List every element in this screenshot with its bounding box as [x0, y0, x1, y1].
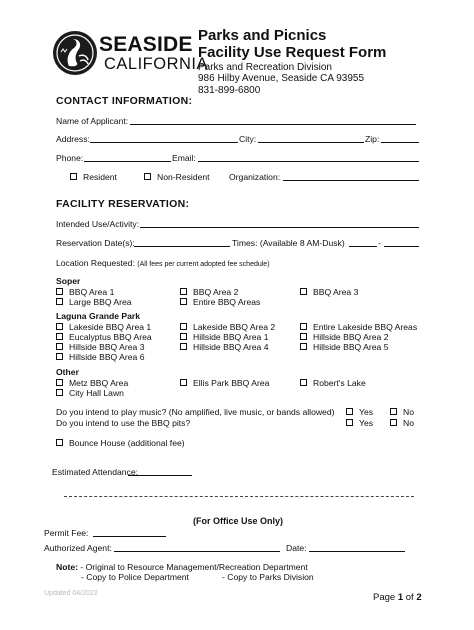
checkbox[interactable]: [390, 419, 397, 426]
option-label: Entire Lakeside BBQ Areas: [313, 322, 418, 332]
seaside-logo: [52, 30, 98, 76]
routing-note: [56, 562, 308, 572]
city-field[interactable]: [258, 134, 364, 143]
checkbox[interactable]: [180, 288, 187, 295]
resident-checkbox[interactable]: [70, 173, 77, 180]
option-hillside-3[interactable]: [56, 342, 144, 352]
option-soper-bbq-3[interactable]: [300, 287, 358, 297]
email-label: Email:: [172, 153, 196, 163]
checkbox[interactable]: [300, 333, 307, 340]
division-name: Parks and Recreation Division: [198, 62, 332, 73]
form-title-line2: Facility Use Request Form: [198, 44, 387, 61]
location-label: Location Requested:: [56, 258, 135, 268]
attendance-label: Estimated Attendance:: [52, 467, 138, 477]
checkbox[interactable]: [346, 408, 353, 415]
option-label: Metz BBQ Area: [69, 378, 129, 388]
times-separator: -: [378, 238, 381, 248]
music-yes-option[interactable]: [346, 407, 373, 417]
bounce-house-option[interactable]: [56, 438, 185, 448]
option-label: No: [403, 418, 414, 428]
option-label: Yes: [359, 418, 374, 428]
checkbox[interactable]: [180, 379, 187, 386]
checkbox[interactable]: [180, 323, 187, 330]
option-metz-bbq[interactable]: [56, 378, 128, 388]
division-address: 986 Hilby Avenue, Seaside CA 93955: [198, 73, 365, 84]
checkbox[interactable]: [56, 389, 63, 396]
checkbox[interactable]: [56, 333, 63, 340]
option-hillside-6[interactable]: [56, 352, 144, 362]
note-line2: - Copy to Police Department: [81, 572, 189, 582]
option-lakeside-2[interactable]: [180, 322, 275, 332]
name-field[interactable]: [130, 116, 416, 125]
soper-heading: Soper: [56, 276, 81, 286]
authorized-agent-field[interactable]: [114, 543, 280, 552]
resident-option[interactable]: [70, 172, 117, 182]
bbq-yes-option[interactable]: [346, 418, 373, 428]
contact-heading: CONTACT INFORMATION:: [56, 95, 193, 107]
page-of: of: [403, 592, 417, 603]
page-total: 2: [416, 592, 422, 603]
checkbox[interactable]: [56, 323, 63, 330]
option-label: BBQ Area 2: [193, 287, 239, 297]
checkbox[interactable]: [300, 343, 307, 350]
option-entire-lakeside[interactable]: [300, 322, 417, 332]
intended-use-field[interactable]: [140, 219, 419, 228]
location-requested: [56, 258, 270, 268]
nonresident-checkbox[interactable]: [144, 173, 151, 180]
zip-field[interactable]: [381, 134, 419, 143]
name-label: Name of Applicant:: [56, 116, 129, 126]
option-label: Yes: [359, 407, 374, 417]
checkbox[interactable]: [56, 439, 63, 446]
note-line3: - Copy to Parks Division: [222, 572, 314, 582]
option-soper-bbq-1[interactable]: [56, 287, 114, 297]
option-soper-entire-bbq[interactable]: [180, 297, 260, 307]
option-hillside-5[interactable]: [300, 342, 388, 352]
date-label: Date:: [286, 543, 307, 553]
checkbox[interactable]: [180, 298, 187, 305]
option-eucalyptus[interactable]: [56, 332, 152, 342]
office-heading: (For Office Use Only): [193, 516, 284, 526]
checkbox[interactable]: [390, 408, 397, 415]
music-no-option[interactable]: [390, 407, 414, 417]
reservation-dates-field[interactable]: [134, 238, 230, 247]
option-label: Bounce House (additional fee): [69, 438, 185, 448]
nonresident-label: Non-Resident: [157, 172, 210, 182]
option-label: Eucalyptus BBQ Area: [69, 332, 152, 342]
updated-date: Updated 04/2022: [44, 590, 98, 597]
checkbox[interactable]: [300, 379, 307, 386]
brand-name-bottom: CALIFORNIA: [104, 55, 209, 73]
bbq-question: Do you intend to use the BBQ pits?: [56, 418, 191, 428]
organization-field[interactable]: [283, 172, 419, 181]
address-field[interactable]: [90, 134, 238, 143]
note-label: Note:: [56, 562, 78, 572]
city-label: City:: [239, 134, 257, 144]
nonresident-option[interactable]: [144, 172, 210, 182]
option-hillside-1[interactable]: [180, 332, 268, 342]
option-label: Large BBQ Area: [69, 297, 132, 307]
form-title-line1: Parks and Picnics: [198, 27, 327, 44]
other-heading: Other: [56, 367, 79, 377]
note-line1: - Original to Resource Management/Recreation Department: [80, 562, 308, 572]
location-note: (All fees per current adopted fee schedule): [137, 261, 270, 268]
laguna-heading: Laguna Grande Park: [56, 311, 141, 321]
phone-field[interactable]: [84, 153, 171, 162]
permit-fee-field[interactable]: [93, 528, 166, 537]
option-lakeside-1[interactable]: [56, 322, 151, 332]
option-soper-large-bbq[interactable]: [56, 297, 132, 307]
option-label: Hillside BBQ Area 2: [313, 332, 389, 342]
time-start-field[interactable]: [349, 238, 377, 247]
option-label: Hillside BBQ Area 5: [313, 342, 389, 352]
option-label: Lakeside BBQ Area 1: [69, 322, 152, 332]
page-prefix: Page: [373, 592, 398, 603]
intended-use-label: Intended Use/Activity:: [56, 219, 140, 229]
option-label: Hillside BBQ Area 1: [193, 332, 269, 342]
checkbox[interactable]: [300, 288, 307, 295]
option-roberts-lake[interactable]: [300, 378, 366, 388]
reservation-dates-label: Reservation Date(s):: [56, 238, 135, 248]
checkbox[interactable]: [56, 343, 63, 350]
checkbox[interactable]: [56, 288, 63, 295]
reservation-heading: FACILITY RESERVATION:: [56, 198, 190, 210]
option-label: No: [403, 407, 414, 417]
checkbox[interactable]: [180, 343, 187, 350]
option-label: BBQ Area 1: [69, 287, 115, 297]
zip-label: Zip:: [365, 134, 380, 144]
brand-name-top: SEASIDE: [99, 33, 193, 56]
page-number: [373, 592, 422, 603]
date-field[interactable]: [309, 543, 405, 552]
option-label: Hillside BBQ Area 4: [193, 342, 269, 352]
time-end-field[interactable]: [384, 238, 419, 247]
checkbox[interactable]: [56, 379, 63, 386]
checkbox[interactable]: [56, 298, 63, 305]
times-label: Times: (Available 8 AM-Dusk): [232, 238, 345, 248]
divider-dashed: [64, 496, 414, 497]
checkbox[interactable]: [346, 419, 353, 426]
option-label: Entire BBQ Areas: [193, 297, 261, 307]
phone-label: Phone:: [56, 153, 84, 163]
email-field[interactable]: [198, 153, 419, 162]
resident-label: Resident: [83, 172, 117, 182]
option-label: City Hall Lawn: [69, 388, 124, 398]
option-city-hall-lawn[interactable]: [56, 388, 124, 398]
division-phone: 831-899-6800: [198, 85, 261, 96]
option-ellis-park[interactable]: [180, 378, 269, 388]
option-soper-bbq-2[interactable]: [180, 287, 238, 297]
music-question: Do you intend to play music? (No amplified, live music, or bands allowed): [56, 407, 335, 417]
option-label: Lakeside BBQ Area 2: [193, 322, 276, 332]
option-label: Hillside BBQ Area 3: [69, 342, 145, 352]
checkbox[interactable]: [56, 353, 63, 360]
authorized-agent-label: Authorized Agent:: [44, 543, 112, 553]
attendance-field[interactable]: [128, 467, 192, 476]
option-label: Robert's Lake: [313, 378, 366, 388]
option-label: Hillside BBQ Area 6: [69, 352, 145, 362]
option-label: Ellis Park BBQ Area: [193, 378, 270, 388]
option-hillside-4[interactable]: [180, 342, 268, 352]
address-label: Address:: [56, 134, 90, 144]
organization-label: Organization:: [229, 172, 281, 182]
option-label: BBQ Area 3: [313, 287, 359, 297]
bbq-no-option[interactable]: [390, 418, 414, 428]
page-current: 1: [397, 592, 404, 603]
permit-fee-label: Permit Fee:: [44, 528, 89, 538]
checkbox[interactable]: [300, 323, 307, 330]
checkbox[interactable]: [180, 333, 187, 340]
option-hillside-2[interactable]: [300, 332, 388, 342]
